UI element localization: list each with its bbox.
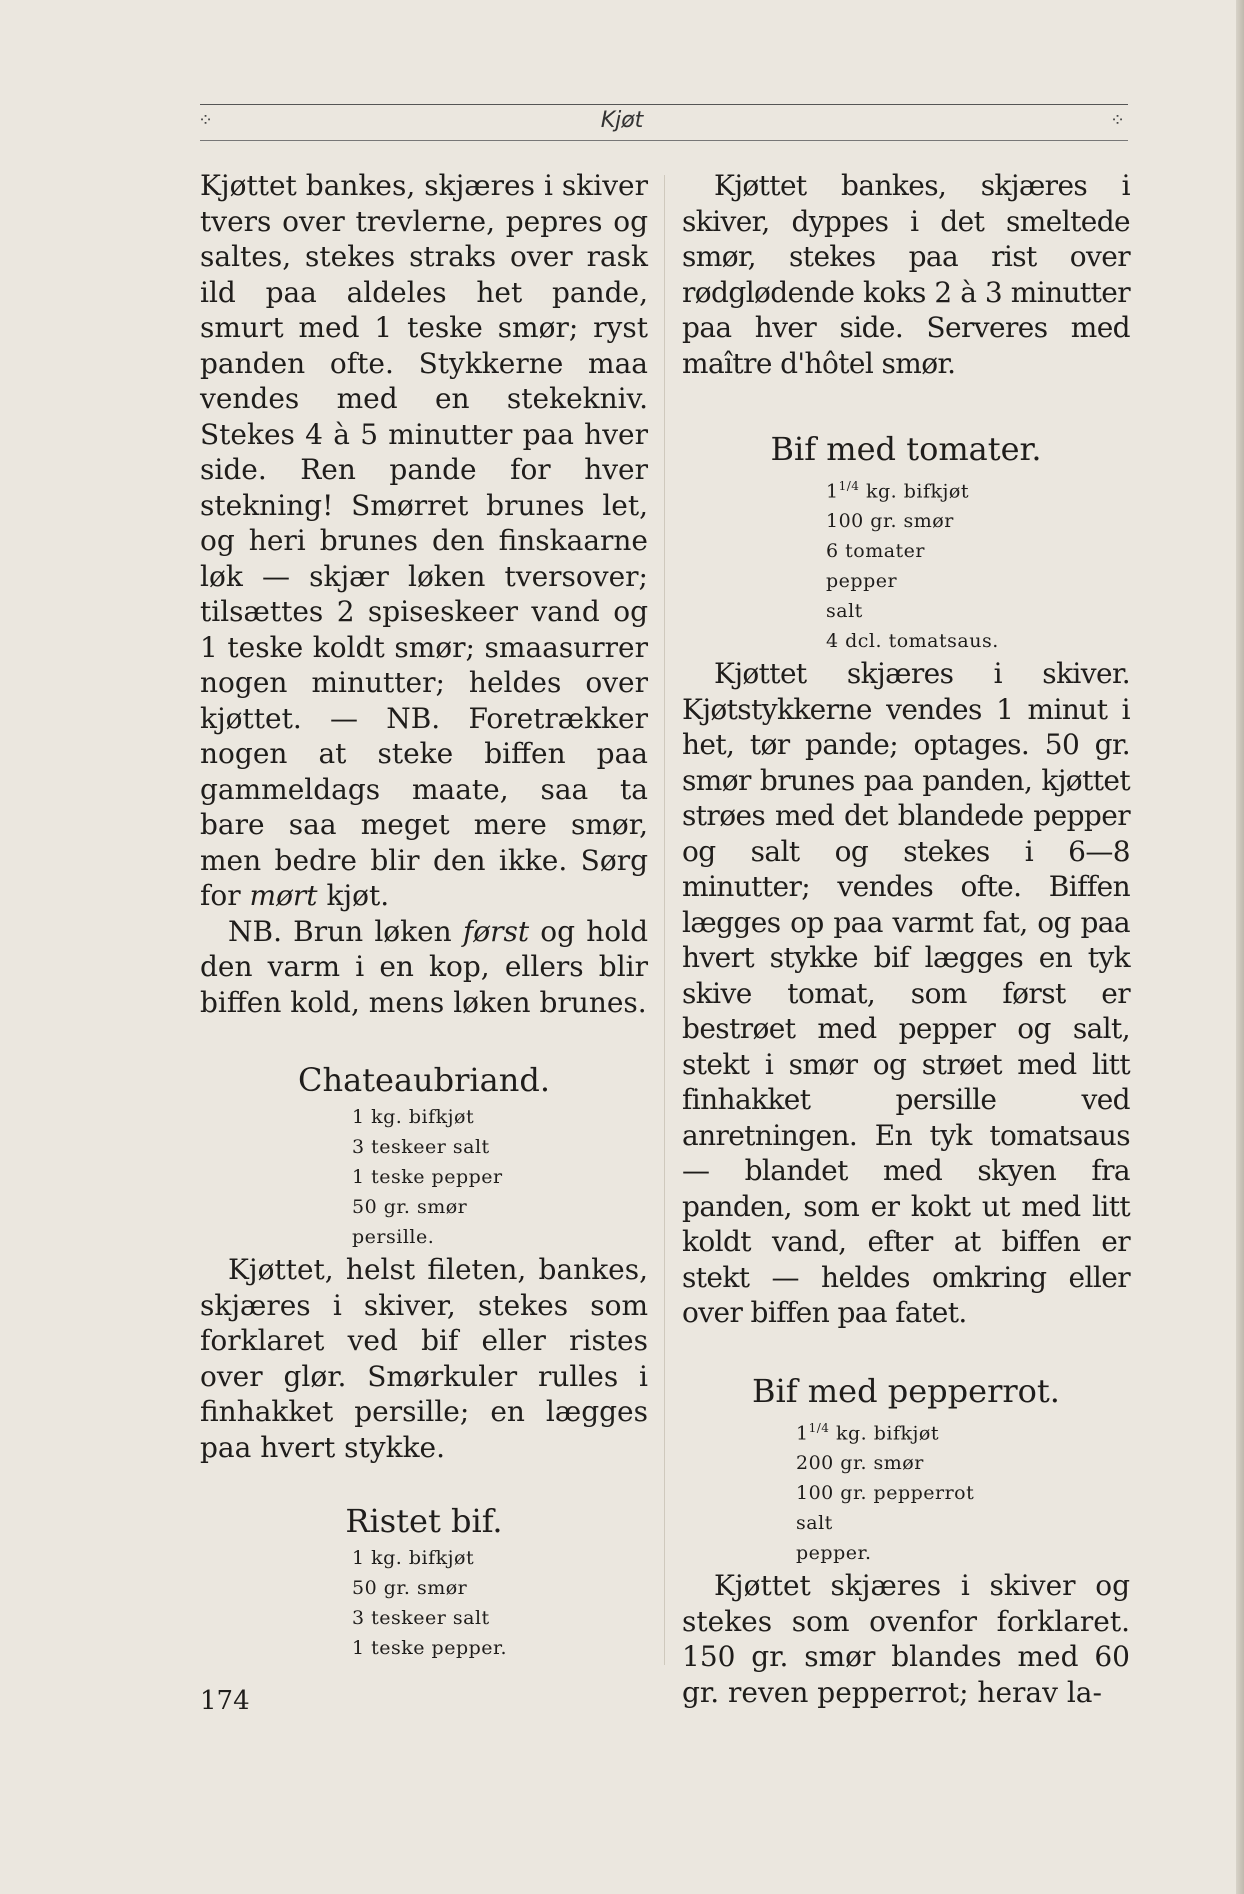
ingredient-item: 3 teskeer salt [352,1136,490,1158]
ingredient-item: 1 teske pepper [352,1166,503,1188]
ingredient-item: salt [796,1512,833,1535]
fraction-whole: 1 [826,480,839,503]
right-intro-paragraph: Kjøttet bankes, skjæres i skiver, dyppes i det smeltede smør, stekes paa rist over rødglødende koks 2 à 3 minutter paa hver side. Serveres med maître d'hôtel smør. [682,169,1130,380]
header-rule-top [200,104,1128,105]
nb-start: NB. Brun løken [228,914,452,948]
ingredient-item: 100 gr. smør [826,510,954,533]
left-intro-paragraph [200,168,648,914]
heading-bif-med-tomater: Bif med tomater. [770,430,1042,468]
left-intro-emphasis: mørt [249,879,318,912]
page-edge [1236,0,1244,1894]
ingredient-item [826,471,1130,506]
ornament-left-icon: ⁘ [198,110,214,131]
ingredient-item: pepper [826,570,898,593]
ingredients-chateaubriand [352,1102,648,1252]
ingredient-item: pepper. [796,1542,872,1565]
bif-med-pepperrot-method: Kjøttet skjæres i skiver og stekes som ovenfor forklaret. 150 gr. smør blandes med 60 gr. reven pepperrot; herav la- [682,1569,1130,1709]
chateaubriand-method: Kjøttet, helst fileten, bankes, skjæres i skiver, stekes som forklaret ved bif eller ristes over glør. Smørkuler rulles i finhakket persille; en lægges paa hvert stykke. [200,1253,648,1464]
ingredients-bif-med-tomater [826,471,1130,656]
heading-chateaubriand: Chateaubriand. [297,1061,550,1099]
heading-bif-med-pepperrot: Bif med pepperrot. [752,1371,1060,1410]
ingredient-item: persille. [352,1226,435,1248]
ingredient-item: 1 kg. bifkjøt [352,1547,475,1569]
ingredient-item: 50 gr. smør [352,1196,468,1218]
ingredient-item: 100 gr. pepperrot [796,1482,975,1505]
ingredient-item [796,1413,1130,1448]
ingredient-item: 6 tomater [826,540,926,563]
ingredient-item: 1 kg. bifkjøt [352,1106,475,1128]
left-nb-paragraph [200,914,648,1021]
ornament-right-icon: ⁘ [1110,110,1126,131]
left-intro-end: kjøt. [326,879,390,912]
header-rule-bottom [200,140,1128,141]
ingredient-rest: kg. bifkjøt [865,480,969,503]
ingredient-rest: kg. bifkjøt [835,1422,939,1445]
ingredient-item: 4 dcl. tomatsaus. [826,630,999,653]
fraction-whole: 1 [796,1422,809,1445]
ingredient-item: 200 gr. smør [796,1452,924,1475]
nb-end: og hold den varm i en kop, ellers blir biffen kold, mens løken brunes. [200,914,649,1019]
ingredient-item: 50 gr. smør [352,1577,468,1599]
left-intro-text: Kjøttet bankes, skjæres i skiver tvers over trevlerne, pepres og saltes, stekes straks over rask ild paa aldeles het pande, smurt med 1 teske smør; ryst panden ofte. Stykkerne maa vendes med en stekekniv. Stekes 4 à 5 minutter paa hver side. Ren pande for hver stekning! Smørret brunes let, og heri brunes den finskaarne løk — skjær løken tversover; tilsættes 2 spiseskeer vand og 1 teske koldt smør; smaasurrer nogen minutter; heldes over kjøttet. — NB. Foretrækker nogen at steke biffen paa gammeldags maate, saa ta bare saa meget mere smør, men bedre blir den ikke. Sørg for [200,169,648,912]
right-column [682,168,1130,1710]
running-title: Kjøt [600,108,644,133]
column-divider [664,175,665,1665]
bif-med-tomater-method: Kjøttet skjæres i skiver. Kjøtstykkerne vendes 1 minut i het, tør pande; optages. 50 gr. smør brunes paa panden, kjøttet strøes med det blandede pepper og salt og stekes i 6—8 minutter; vendes ofte. Biffen lægges op paa varmt fat, og paa hvert stykke bif lægges en tyk skive tomat, som først er bestrøet med pepper og salt, stekt i smør og strøet med litt finhakket persille ved anretningen. En tyk tomatsaus — blandet med skyen fra panden, som er kokt ut med litt koldt vand, efter at biffen er stekt — heldes omkring eller over biffen paa fatet. [682,657,1130,1330]
ingredient-item: 1 teske pepper. [352,1637,508,1659]
fraction-part: 1/4 [808,1420,830,1435]
nb-emphasis: først [462,914,530,948]
page-number: 174 [200,1686,250,1716]
ingredients-bif-med-pepperrot [796,1413,1130,1568]
ingredient-item: 3 teskeer salt [352,1607,490,1629]
ingredient-item: salt [826,600,863,623]
left-column [200,168,648,1663]
fraction-part: 1/4 [838,479,860,493]
heading-ristet-bif: Ristet bif. [345,1502,503,1540]
ingredients-ristet-bif [352,1543,648,1663]
